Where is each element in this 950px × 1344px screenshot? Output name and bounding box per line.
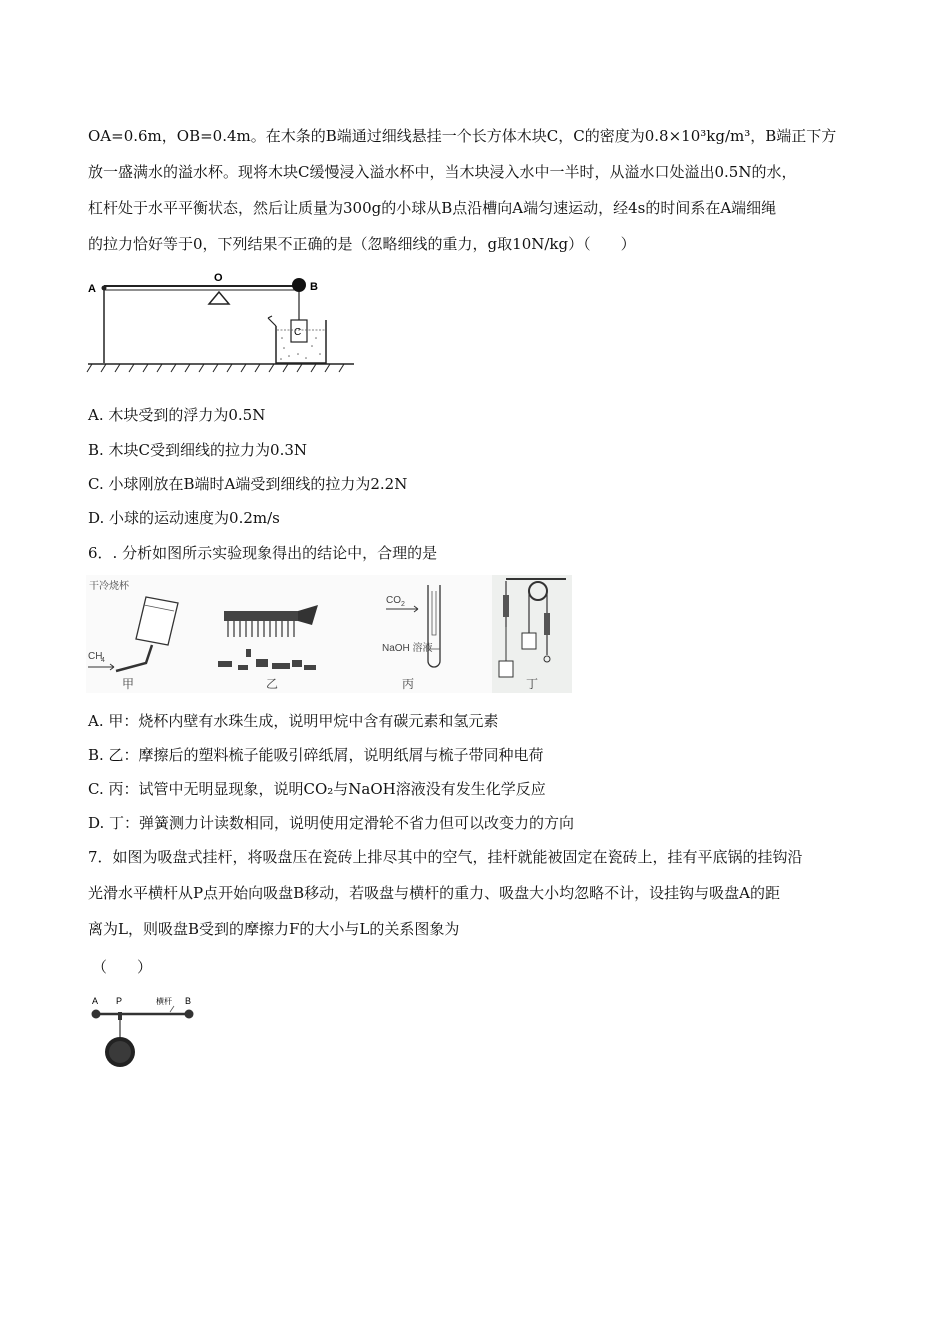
- q7-hanger-figure: [86, 990, 206, 1070]
- q5-stem-line: 放一盛满水的溢水杯。现将木块C缓慢浸入溢水杯中，当木块浸入水中一半时，从溢水口处溢出0.5N的水，: [88, 163, 797, 181]
- label-bing: 丙: [402, 677, 415, 691]
- hook: [118, 1012, 122, 1020]
- q6-option-d: D. 丁：弹簧测力计读数相同，说明使用定滑轮不省力但可以改变力的方向: [88, 814, 575, 832]
- spring-scale-1: [503, 595, 509, 617]
- spring-scale-2: [544, 613, 550, 635]
- label-b: B: [310, 281, 318, 293]
- label-a: A: [88, 283, 96, 295]
- q7-stem-line: 7．如图为吸盘式挂杆，将吸盘压在瓷砖上排尽其中的空气，挂杆就能被固定在瓷砖上，挂有平底锅的挂钩沿: [88, 848, 803, 866]
- suction-cup-a: [92, 1010, 101, 1019]
- q5-lever-figure: [86, 268, 356, 376]
- suction-cup-b: [185, 1010, 194, 1019]
- q6-option-a: A. 甲：烧杯内壁有水珠生成，说明甲烷中含有碳元素和氢元素: [88, 712, 499, 730]
- ground-hatching: [87, 364, 344, 372]
- q7-stem: [88, 839, 868, 947]
- label-co2: CO: [386, 595, 401, 606]
- q6-experiment-figures: [86, 575, 572, 693]
- label-ch4: CH: [88, 651, 103, 662]
- label-co2-sub: 2: [401, 601, 405, 608]
- q5-option-b: B. 木块C受到细线的拉力为0.3N: [88, 441, 308, 459]
- label-a: A: [92, 996, 99, 1006]
- q7-stem-line: 光滑水平横杆从P点开始向吸盘B移动，若吸盘与横杆的重力、吸盘大小均忽略不计，设挂钩与吸盘A的距: [88, 884, 780, 902]
- label-ch4-sub: 4: [101, 657, 105, 664]
- q5-stem-line: 杠杆处于水平平衡状态，然后让质量为300g的小球从B点沿槽向A端匀速运动，经4s的时间系在A端细绳: [88, 199, 777, 217]
- q5-stem-line: 的拉力恰好等于0，下列结果不正确的是（忽略细线的重力，g取10N/kg）（ ）: [88, 235, 636, 253]
- overflow-spout: [268, 316, 276, 326]
- label-b: B: [185, 996, 192, 1006]
- label-rod: 横杆: [156, 997, 172, 1006]
- q5-stem-line: OA=0.6m，OB=0.4m。在木条的B端通过细线悬挂一个长方体木块C，C的密度为0.8×10³kg/m³，B端正下方: [88, 127, 837, 145]
- lever-end-a: [102, 286, 107, 291]
- weight-2: [522, 633, 536, 649]
- comb-spine: [224, 611, 298, 621]
- ball: [292, 278, 306, 292]
- label-p: P: [116, 996, 123, 1006]
- label-ding: 丁: [526, 677, 539, 691]
- weight-1: [499, 661, 513, 677]
- q7-answer-bracket: （ ）: [92, 958, 153, 976]
- label-c: C: [294, 327, 302, 338]
- figure-ding: [492, 575, 572, 693]
- q5-option-d: D. 小球的运动速度为0.2m/s: [88, 509, 280, 527]
- label-o: O: [214, 272, 223, 284]
- label-naoh: NaOH 溶液: [382, 643, 433, 654]
- label-yi: 乙: [266, 677, 279, 691]
- q6-option-b: B. 乙：摩擦后的塑料梳子能吸引碎纸屑，说明纸屑与梳子带同种电荷: [88, 746, 544, 764]
- q6-option-c: C. 丙：试管中无明显现象，说明CO₂与NaOH溶液没有发生化学反应: [88, 780, 546, 798]
- q5-stem: [88, 118, 868, 262]
- fulcrum: [209, 292, 229, 304]
- q7-stem-line: 离为L，则吸盘B受到的摩擦力F的大小与L的关系图象为: [88, 920, 460, 938]
- label-beaker: 干冷烧杯: [89, 581, 129, 592]
- q5-option-c: C. 小球刚放在B端时A端受到细线的拉力为2.2N: [88, 475, 408, 493]
- label-jia: 甲: [122, 677, 135, 691]
- q5-option-a: A. 木块受到的浮力为0.5N: [88, 406, 266, 424]
- q6-stem: 6．. 分析如图所示实验现象得出的结论中，合理的是: [88, 544, 438, 562]
